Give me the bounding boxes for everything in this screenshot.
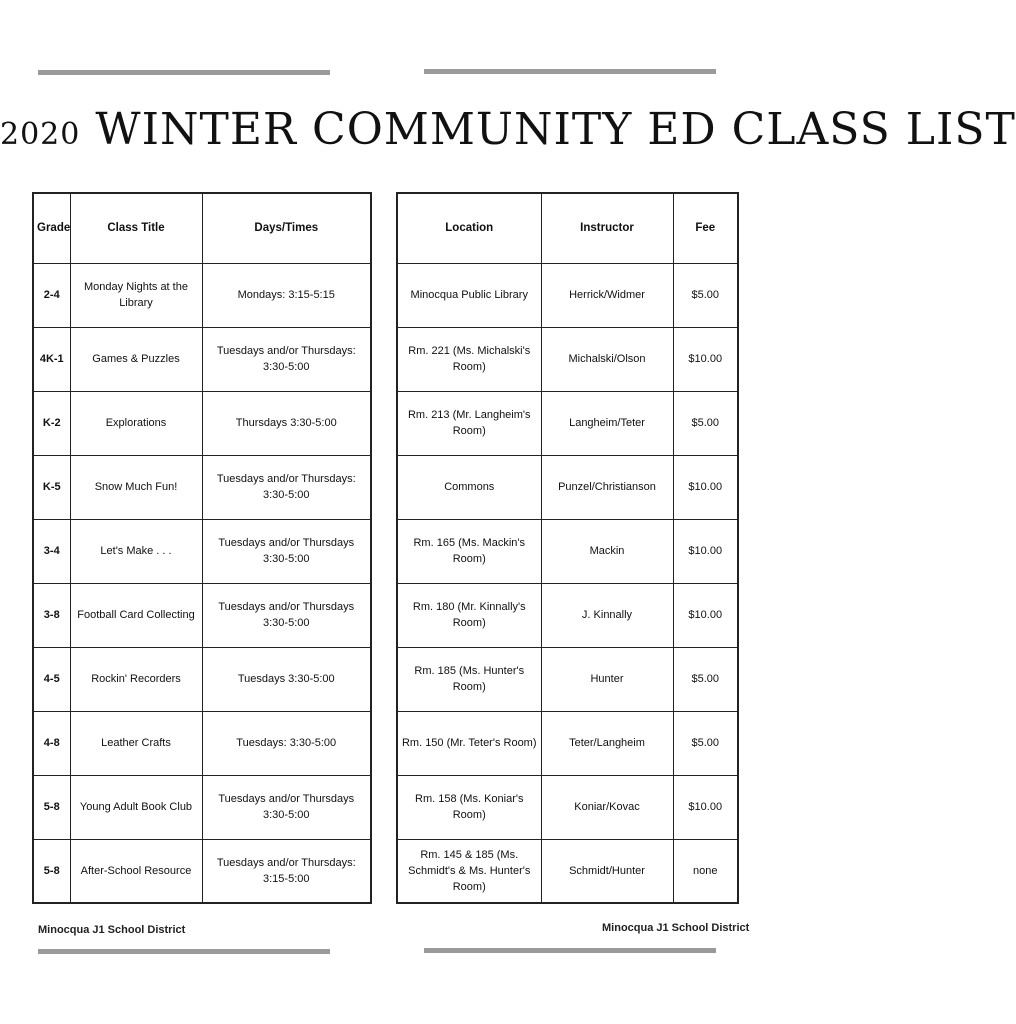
table-row <box>33 711 371 775</box>
table-row <box>397 391 738 455</box>
cell-fee: $5.00 <box>673 263 738 327</box>
top-right-rule <box>424 69 716 74</box>
table-row <box>33 327 371 391</box>
cell-instructor: Hunter <box>541 647 673 711</box>
cell-location: Rm. 213 (Mr. Langheim's Room) <box>397 391 541 455</box>
page-title <box>0 104 1016 155</box>
cell-instructor: Koniar/Kovac <box>541 775 673 839</box>
cell-fee: $10.00 <box>673 583 738 647</box>
cell-location: Rm. 180 (Mr. Kinnally's Room) <box>397 583 541 647</box>
cell-instructor: Punzel/Christianson <box>541 455 673 519</box>
table-row <box>33 647 371 711</box>
cell-grade: 5-8 <box>33 775 70 839</box>
class-header-row <box>33 193 371 263</box>
table-row <box>397 775 738 839</box>
top-left-rule <box>38 70 330 75</box>
title-main: WINTER COMMUNITY ED CLASS LIST <box>95 104 1016 155</box>
cell-title: Let's Make . . . <box>70 519 202 583</box>
column-header: Class Title <box>70 193 202 263</box>
cell-fee: $10.00 <box>673 775 738 839</box>
cell-times: Tuesdays: 3:30-5:00 <box>202 711 371 775</box>
cell-fee: $5.00 <box>673 647 738 711</box>
cell-fee: $10.00 <box>673 327 738 391</box>
cell-times: Tuesdays and/or Thursdays 3:30-5:00 <box>202 775 371 839</box>
cell-location: Rm. 145 & 185 (Ms. Schmidt's & Ms. Hunter's Room) <box>397 839 541 903</box>
cell-grade: 5-8 <box>33 839 70 903</box>
cell-title: Monday Nights at the Library <box>70 263 202 327</box>
cell-times: Tuesdays 3:30-5:00 <box>202 647 371 711</box>
cell-location: Rm. 158 (Ms. Koniar's Room) <box>397 775 541 839</box>
column-header: Grade <box>33 193 70 263</box>
cell-title: Explorations <box>70 391 202 455</box>
cell-location: Minocqua Public Library <box>397 263 541 327</box>
footer-left: Minocqua J1 School District <box>38 924 186 936</box>
cell-grade: 2-4 <box>33 263 70 327</box>
table-row <box>33 519 371 583</box>
cell-times: Mondays: 3:15-5:15 <box>202 263 371 327</box>
table-row <box>397 583 738 647</box>
cell-title: Young Adult Book Club <box>70 775 202 839</box>
table-row <box>33 263 371 327</box>
table-row <box>397 263 738 327</box>
cell-grade: 4K-1 <box>33 327 70 391</box>
cell-title: Rockin' Recorders <box>70 647 202 711</box>
cell-times: Tuesdays and/or Thursdays: 3:30-5:00 <box>202 327 371 391</box>
table-row <box>397 455 738 519</box>
cell-times: Tuesdays and/or Thursdays: 3:30-5:00 <box>202 455 371 519</box>
table-row <box>397 647 738 711</box>
cell-instructor: Herrick/Widmer <box>541 263 673 327</box>
title-year: 2020 <box>0 117 81 152</box>
cell-times: Tuesdays and/or Thursdays 3:30-5:00 <box>202 583 371 647</box>
cell-location: Rm. 221 (Ms. Michalski's Room) <box>397 327 541 391</box>
table-row <box>397 327 738 391</box>
cell-title: Leather Crafts <box>70 711 202 775</box>
cell-grade: K-2 <box>33 391 70 455</box>
cell-grade: 3-4 <box>33 519 70 583</box>
column-header: Fee <box>673 193 738 263</box>
cell-title: After-School Resource <box>70 839 202 903</box>
table-row <box>33 583 371 647</box>
cell-fee: $5.00 <box>673 711 738 775</box>
location-table <box>396 192 739 904</box>
cell-times: Tuesdays and/or Thursdays: 3:15-5:00 <box>202 839 371 903</box>
location-header-row <box>397 193 738 263</box>
cell-location: Commons <box>397 455 541 519</box>
cell-instructor: Michalski/Olson <box>541 327 673 391</box>
cell-instructor: Teter/Langheim <box>541 711 673 775</box>
table-row <box>33 839 371 903</box>
cell-location: Rm. 185 (Ms. Hunter's Room) <box>397 647 541 711</box>
cell-title: Games & Puzzles <box>70 327 202 391</box>
cell-grade: 4-8 <box>33 711 70 775</box>
cell-title: Football Card Collecting <box>70 583 202 647</box>
cell-fee: $10.00 <box>673 519 738 583</box>
table-row <box>397 519 738 583</box>
bottom-right-rule <box>424 948 716 953</box>
table-row <box>33 775 371 839</box>
cell-fee: none <box>673 839 738 903</box>
cell-location: Rm. 165 (Ms. Mackin's Room) <box>397 519 541 583</box>
cell-times: Thursdays 3:30-5:00 <box>202 391 371 455</box>
table-row <box>33 391 371 455</box>
cell-location: Rm. 150 (Mr. Teter's Room) <box>397 711 541 775</box>
cell-fee: $5.00 <box>673 391 738 455</box>
column-header: Instructor <box>541 193 673 263</box>
cell-instructor: J. Kinnally <box>541 583 673 647</box>
cell-title: Snow Much Fun! <box>70 455 202 519</box>
cell-grade: K-5 <box>33 455 70 519</box>
table-row <box>397 839 738 903</box>
bottom-left-rule <box>38 949 330 954</box>
cell-instructor: Langheim/Teter <box>541 391 673 455</box>
cell-fee: $10.00 <box>673 455 738 519</box>
footer-right: Minocqua J1 School District <box>602 922 750 934</box>
cell-instructor: Schmidt/Hunter <box>541 839 673 903</box>
cell-grade: 4-5 <box>33 647 70 711</box>
cell-grade: 3-8 <box>33 583 70 647</box>
table-row <box>397 711 738 775</box>
cell-instructor: Mackin <box>541 519 673 583</box>
cell-times: Tuesdays and/or Thursdays 3:30-5:00 <box>202 519 371 583</box>
column-header: Location <box>397 193 541 263</box>
table-row <box>33 455 371 519</box>
column-header: Days/Times <box>202 193 371 263</box>
class-table <box>32 192 372 904</box>
